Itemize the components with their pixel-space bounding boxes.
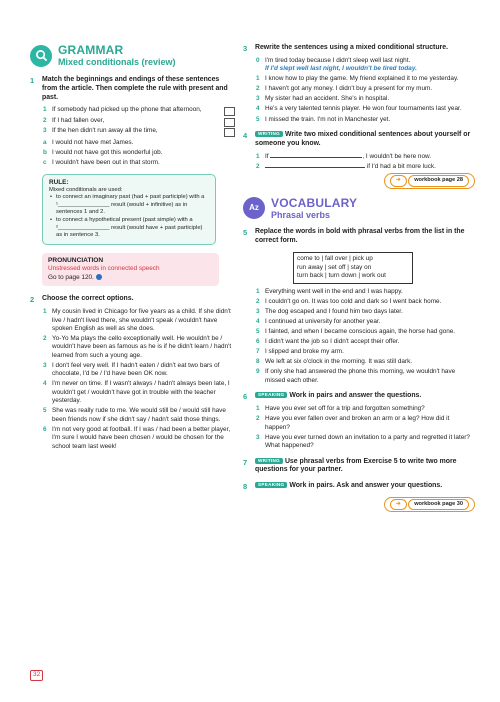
item-number: 1 — [43, 106, 47, 114]
item-text: I fainted, and when I became conscious again, the horse had gone. — [265, 328, 456, 336]
item-number: 4 — [256, 105, 260, 113]
exercise-8 — [243, 482, 475, 512]
example-answer: If I'd slept well last night, I wouldn't be tired today. — [265, 65, 417, 73]
item-text: if I'd had a bit more luck. — [366, 162, 436, 170]
item-number: 3 — [43, 361, 47, 369]
right-column — [243, 44, 475, 512]
list-item — [42, 139, 235, 147]
instruction-text: Write two mixed conditional sentences about yourself or someone you know. — [255, 130, 471, 147]
item-text: I would not have got this wonderful job. — [52, 149, 163, 157]
item-text: I'm not very good at football. If I was / had been a better player, I'm sure I would have been chosen / would be chosen for the school team last week! — [52, 425, 231, 450]
item-text: If somebody had picked up the phone that afternoon, — [52, 106, 202, 114]
list-item — [255, 338, 475, 346]
rule-bullet: • to connect an imaginary past (had + past participle) with a ¹________________ result (would + infinitive) as in sentences 1 and 2. — [49, 194, 209, 217]
phrasal-verb-row: run away | set off | stay on — [297, 263, 372, 271]
list-item — [255, 153, 475, 161]
exercise-number: 6 — [243, 392, 248, 402]
item-letter: c — [43, 159, 47, 167]
item-text: I missed the train. I'm not in Manchester yet. — [265, 115, 391, 123]
item-text: She was really rude to me. We would still be / would still have been friends now if she didn't say / hadn't said those things. — [52, 407, 226, 423]
list-item — [42, 106, 235, 114]
list-item — [255, 328, 475, 336]
left-column — [30, 44, 235, 453]
list-item — [42, 149, 235, 157]
arrow-right-icon: ➔ — [390, 175, 407, 186]
grammar-title: GRAMMAR — [58, 43, 124, 57]
item-text: I'm tired today because I didn't sleep well last night. — [265, 56, 411, 64]
item-number: 4 — [43, 380, 47, 388]
answer-line[interactable] — [270, 157, 362, 158]
exercise-instruction — [255, 482, 475, 491]
item-number: 9 — [256, 368, 260, 376]
answer-box[interactable] — [224, 128, 235, 137]
answer-box[interactable] — [224, 107, 235, 116]
item-text: If only she had answered the phone this morning, we wouldn't have missed each other. — [265, 368, 456, 384]
exercise-number: 4 — [243, 130, 248, 140]
item-text: , I wouldn't be here now. — [362, 152, 432, 160]
example-item — [255, 57, 475, 74]
rewrite-list — [255, 57, 475, 124]
list-item — [255, 75, 475, 83]
goto-text: Go to page 120. — [48, 273, 94, 281]
rule-intro: Mixed conditionals are used: — [49, 186, 123, 193]
item-number: 5 — [256, 328, 260, 336]
item-text: My sister had an accident. She's in hospital. — [265, 95, 390, 103]
item-text: The dog escaped and I found him two days later. — [265, 308, 403, 316]
list-item — [255, 348, 475, 356]
speaking-badge: SPEAKING — [255, 482, 287, 488]
answer-box[interactable] — [224, 118, 235, 127]
dictionary-icon: Az — [243, 197, 265, 219]
exercise-instruction: Replace the words in bold with phrasal verbs from the list in the correct form. — [255, 228, 465, 245]
item-number: 6 — [43, 425, 47, 433]
list-item — [255, 405, 475, 413]
list-item — [42, 127, 235, 135]
item-text: If the hen didn't run away all the time, — [52, 126, 158, 134]
rule-bullet: • to connect a hypothetical present (past simple) with a ²________________ result (would have + past participle) as in sentence 3. — [49, 217, 209, 240]
item-text: I continued at university for another year. — [265, 318, 381, 326]
item-number: 1 — [256, 75, 260, 83]
exercise-5 — [243, 228, 475, 385]
instruction-text: Work in pairs and answer the questions. — [289, 392, 422, 400]
list-item — [42, 308, 235, 333]
rule-box — [42, 174, 216, 245]
item-number: 6 — [256, 338, 260, 346]
item-number: 3 — [256, 95, 260, 103]
item-number: 2 — [256, 85, 260, 93]
item-number: 2 — [43, 116, 47, 124]
item-number: 2 — [256, 415, 260, 423]
search-icon — [30, 45, 52, 67]
item-letter: b — [43, 149, 47, 157]
list-item — [255, 95, 475, 103]
exercise-4 — [243, 131, 475, 189]
item-text: I haven't got any money. I didn't buy a present for my mum. — [265, 85, 433, 93]
item-text: I'm never on time. If I wasn't always / hadn't always been late, I wouldn't get / wouldn't have got in trouble with the teacher yesterday. — [52, 380, 230, 405]
list-item — [42, 380, 235, 405]
item-text: If — [265, 152, 269, 160]
list-item — [255, 116, 475, 124]
pronunciation-subtitle: Unstressed words in connected speech — [48, 265, 160, 273]
item-text: I couldn't go on. It was too cold and dark so I went back home. — [265, 298, 442, 306]
exercise-number: 8 — [243, 482, 248, 492]
item-text: I would not have met James. — [52, 139, 134, 147]
item-text: I know how to play the game. My friend explained it to me yesterday. — [265, 75, 459, 83]
grammar-subtitle: Mixed conditionals (review) — [58, 57, 176, 68]
item-number: 3 — [43, 126, 47, 134]
item-text: I didn't want the job so I didn't accept their offer. — [265, 338, 400, 346]
vocabulary-title: VOCABULARY — [271, 195, 358, 210]
item-text: Have you ever fallen over and broken an arm or a leg? How did it happen? — [265, 415, 450, 431]
workbook-text: workbook page 30 — [408, 499, 469, 510]
exercise-number: 2 — [30, 295, 35, 305]
list-item — [255, 288, 475, 296]
list-item — [255, 298, 475, 306]
exercise-3 — [243, 44, 475, 124]
item-number: 4 — [256, 318, 260, 326]
replace-list — [255, 288, 475, 385]
workbook-link[interactable] — [255, 497, 475, 512]
writing-badge: WRITING — [255, 458, 283, 464]
speaking-badge: SPEAKING — [255, 392, 287, 398]
item-number: 3 — [256, 308, 260, 316]
writing-lines — [255, 153, 475, 172]
item-text: If I had fallen over, — [52, 116, 105, 124]
endings-list — [42, 139, 235, 168]
exercise-instruction — [255, 458, 475, 476]
pronunciation-goto — [48, 274, 213, 282]
exercise-1 — [30, 76, 235, 168]
item-text: Have you ever turned down an invitation to a party and regretted it later? What happened? — [265, 433, 470, 450]
item-text: We left at six o'clock in the morning. It was still dark. — [265, 358, 413, 366]
exercise-number: 3 — [243, 44, 248, 53]
list-item — [42, 335, 235, 360]
vocabulary-subtitle: Phrasal verbs — [271, 209, 331, 220]
workbook-text: workbook page 28 — [408, 175, 469, 186]
item-number: 3 — [256, 433, 260, 441]
exercise-instruction: Choose the correct options. — [42, 295, 134, 303]
exercise-number: 1 — [30, 75, 35, 85]
list-item — [255, 358, 475, 366]
item-number: 5 — [43, 407, 47, 415]
list-item — [255, 415, 475, 432]
answer-line[interactable] — [265, 167, 365, 168]
item-letter: a — [43, 139, 47, 147]
pronunciation-box — [42, 253, 219, 287]
item-text: He's a very talented tennis player. He won four tournaments last year. — [265, 105, 462, 113]
list-item — [255, 163, 475, 171]
list-item — [255, 85, 475, 93]
list-item — [255, 434, 475, 451]
list-item — [255, 308, 475, 316]
item-number: 8 — [256, 358, 260, 366]
questions-list — [255, 405, 475, 450]
beginnings-list — [42, 106, 235, 135]
item-number: 2 — [43, 335, 47, 342]
item-number: 5 — [256, 115, 260, 123]
list-item — [42, 159, 235, 167]
instruction-text: Use phrasal verbs from Exercise 5 to write two more questions for your partner. — [255, 457, 457, 474]
exercise-number: 5 — [243, 228, 248, 238]
item-number: 0 — [256, 56, 260, 64]
arrow-right-icon: ➔ — [390, 499, 407, 510]
list-item — [42, 426, 235, 451]
item-number: 7 — [256, 348, 260, 356]
exercise-instruction: Rewrite the sentences using a mixed conditional structure. — [255, 44, 448, 51]
exercise-instruction — [255, 392, 475, 401]
list-item — [255, 368, 475, 385]
item-text: I don't feel very well. If I hadn't eaten / didn't eat two bars of chocolate, I'd be / I'd have been OK now. — [52, 361, 220, 378]
list-item — [255, 318, 475, 326]
page-number: 32 — [30, 670, 43, 681]
pronunciation-title: PRONUNCIATION — [48, 256, 104, 264]
item-number: 1 — [43, 308, 47, 316]
grammar-header — [30, 44, 235, 68]
item-number: 1 — [256, 405, 260, 413]
phrasal-verb-row: come to | fall over | pick up — [297, 255, 373, 263]
item-text: Have you ever set off for a trip and forgotten something? — [265, 405, 425, 413]
rule-heading: RULE: — [49, 178, 69, 186]
list-item — [42, 407, 235, 424]
vocabulary-header — [243, 197, 475, 221]
item-number: 1 — [256, 288, 260, 296]
options-list — [42, 308, 235, 451]
list-item — [42, 362, 235, 379]
exercise-7 — [243, 458, 475, 476]
exercise-number: 7 — [243, 457, 248, 467]
item-text: I wouldn't have been out in that storm. — [52, 159, 160, 167]
exercise-2 — [30, 295, 235, 451]
list-item — [255, 105, 475, 113]
item-text: My cousin lived in Chicago for five years as a child. If she didn't live / hadn't lived there, she wouldn't speak / wouldn't have spoken English as well as she does. — [52, 308, 231, 332]
instruction-text: Work in pairs. Ask and answer your questions. — [289, 482, 443, 490]
list-item — [42, 117, 235, 125]
item-text: Everything went well in the end and I was happy. — [265, 288, 403, 296]
exercise-instruction: Match the beginnings and endings of these sentences from the article. Then complete the rule with present and past. — [42, 75, 228, 101]
exercise-6 — [243, 392, 475, 450]
exercise-instruction — [255, 131, 475, 149]
audio-icon[interactable] — [96, 274, 102, 280]
item-number: 2 — [256, 298, 260, 306]
writing-badge: WRITING — [255, 131, 283, 137]
item-number: 2 — [256, 162, 260, 170]
phrasal-verb-box — [293, 252, 413, 284]
item-text: I slipped and broke my arm. — [265, 348, 344, 356]
item-text: Yo-Yo Ma plays the cello exceptionally well. He wouldn't be / wouldn't have been as famous as he is if he didn't learn / hadn't learned from such a young age. — [52, 335, 232, 359]
workbook-link[interactable] — [255, 173, 475, 188]
phrasal-verb-row: turn back | turn down | work out — [297, 272, 386, 280]
item-number: 1 — [256, 152, 260, 160]
